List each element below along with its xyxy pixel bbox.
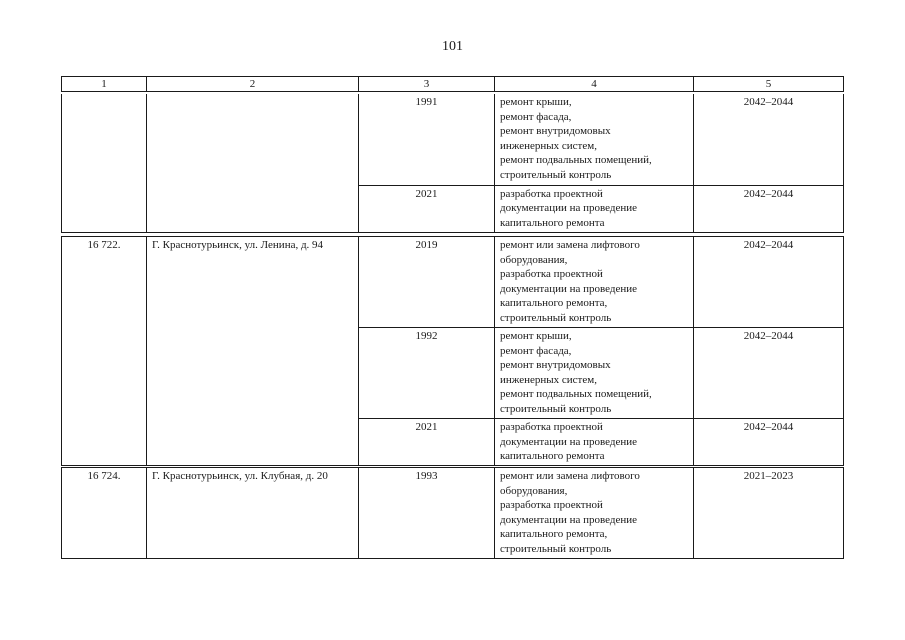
column-header-5: 5 [694, 77, 844, 92]
repair-period: 2042–2044 [694, 237, 844, 328]
column-header-3: 3 [359, 77, 495, 92]
header-row [62, 77, 844, 92]
work-item: ремонт фасада, [500, 110, 572, 123]
record-group-continued [61, 94, 844, 233]
work-item: документации на проведение [500, 513, 638, 526]
record-group [61, 467, 844, 559]
record-number: 16 722. [62, 237, 147, 466]
work-list [495, 185, 694, 232]
work-item: капитального ремонта [500, 216, 605, 229]
work-item: инженерных систем, [500, 139, 597, 152]
repair-period: 2021–2023 [694, 468, 844, 559]
build-year: 2019 [359, 237, 495, 328]
record-number: 16 724. [62, 468, 147, 559]
work-item: ремонт крыши, [500, 96, 572, 108]
work-item: ремонт крыши, [500, 330, 572, 342]
work-item: капитального ремонта, [500, 528, 608, 541]
work-item: разработка проектной [500, 268, 603, 281]
work-item: ремонт внутридомовых [500, 359, 611, 372]
work-item: ремонт подвальных помещений, [500, 154, 652, 167]
work-item: документации на проведение [500, 282, 638, 295]
work-list [495, 468, 694, 559]
work-list [495, 237, 694, 328]
table-row [62, 468, 844, 559]
work-item: строительный контроль [500, 311, 612, 324]
table-row [62, 237, 844, 328]
repair-period: 2042–2044 [694, 419, 844, 466]
work-item: разработка проектной [500, 421, 603, 433]
work-item: документации на проведение [500, 435, 638, 448]
work-item: оборудования, [500, 253, 568, 266]
column-header-4: 4 [495, 77, 694, 92]
work-list [495, 328, 694, 419]
build-year: 1991 [359, 94, 495, 185]
record-number [62, 94, 147, 232]
record-address: Г. Краснотурьинск, ул. Ленина, д. 94 [147, 237, 359, 466]
work-item: капитального ремонта [500, 450, 605, 463]
work-item: капитального ремонта, [500, 297, 608, 310]
work-item: строительный контроль [500, 402, 612, 415]
work-item: инженерных систем, [500, 373, 597, 386]
work-item: документации на проведение [500, 202, 638, 215]
work-list [495, 419, 694, 466]
work-item: строительный контроль [500, 542, 612, 555]
work-item: строительный контроль [500, 168, 612, 181]
work-item: разработка проектной [500, 187, 603, 200]
work-item: ремонт или замена лифтового [500, 239, 640, 251]
work-item: ремонт подвальных помещений, [500, 388, 652, 401]
repair-period: 2042–2044 [694, 94, 844, 185]
build-year: 1993 [359, 468, 495, 559]
record-address [147, 94, 359, 232]
table-header [61, 76, 844, 92]
build-year: 2021 [359, 419, 495, 466]
column-header-1: 1 [62, 77, 147, 92]
repair-period: 2042–2044 [694, 185, 844, 232]
build-year: 2021 [359, 185, 495, 232]
build-year: 1992 [359, 328, 495, 419]
work-item: ремонт фасада, [500, 344, 572, 357]
table-row [62, 94, 844, 185]
work-list [495, 94, 694, 185]
column-header-2: 2 [147, 77, 359, 92]
work-item: оборудования, [500, 484, 568, 497]
page-number: 101 [442, 39, 463, 54]
work-item: ремонт или замена лифтового [500, 470, 640, 482]
record-address: Г. Краснотурьинск, ул. Клубная, д. 20 [147, 468, 359, 559]
repair-period: 2042–2044 [694, 328, 844, 419]
record-group [61, 236, 844, 466]
work-item: ремонт внутридомовых [500, 125, 611, 138]
work-item: разработка проектной [500, 499, 603, 512]
